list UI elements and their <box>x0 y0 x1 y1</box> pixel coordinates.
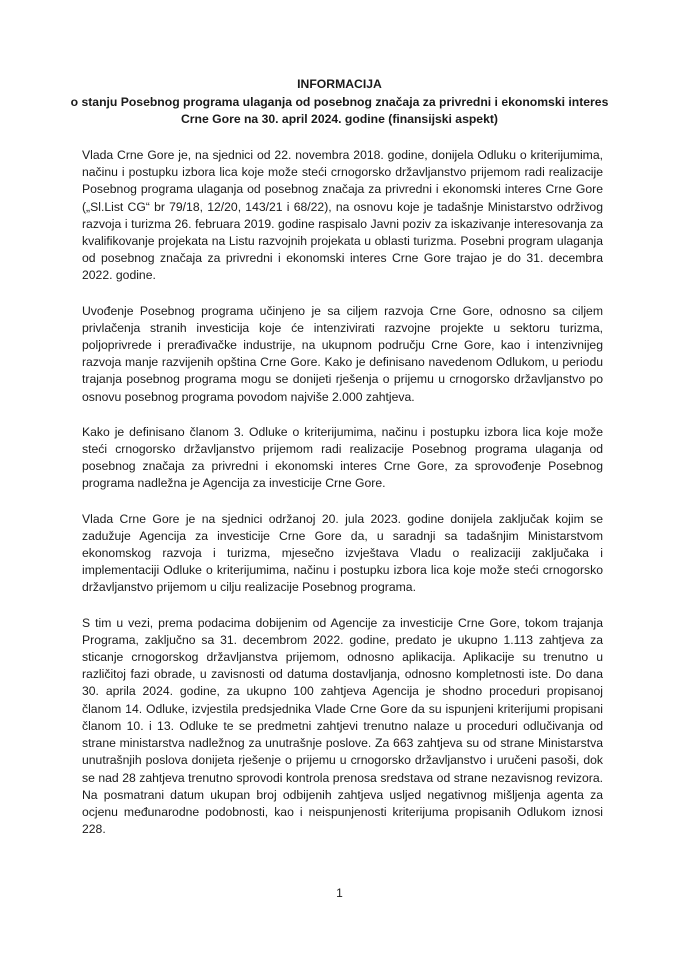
paragraph-5: S tim u vezi, prema podacima dobijenim od Agencije za investicije Crne Gore, tokom trajanja Programa, zaključno sa 31. decembrom 2022. godine, predato je ukupno 1.113 zahtjeva za sticanje crnogorskog državljanstva prijemom, odnosno aplikacija. Aplikacije su trenutno u različitoj fazi obrade, u zavisnosti od datuma dostavljanja, odnosno kompletnosti iste. Do dana 30. aprila 2024. godine, za ukupno 100 zahtjeva Agencija je shodno proceduri propisanoj članom 14. Odluke, izvjestila predsjednika Vlade Crne Gore da su ispunjeni kriterijumi propisani članom 10. i 13. Odluke te se predmetni zahtjevi trenutno nalaze u proceduri odlučivanja od strane ministarstva nadležnog za unutrašnje poslove. Za 663 zahtjeva su od strane Ministarstva unutrašnjih poslova donijeta rješenje o prijemu u crnogorsko državljanstvo i uručeni pasoši, dok se nad 28 zahtjeva trenutno sprovodi kontrola prenosa sredstava od strane nezavisnog revizora. Na posmatrani datum ukupan broj odbijenih zahtjeva usljed negativnog mišljenja agenta za ocjenu međunarodne podobnosti, kao i neispunjenosti kriterijuma propisanih Odlukom iznosi 228. <box>82 615 603 837</box>
page-number: 1 <box>336 886 343 900</box>
document-subtitle: o stanju Posebnog programa ulaganja od posebnog značaja za privredni i ekonomski interes Crne Gore na 30. april 2024. godine (finansijski aspekt) <box>70 95 609 126</box>
paragraph-4: Vlada Crne Gore je na sjednici održanoj 20. jula 2023. godine donijela zaključak kojim se zadužuje Agencija za investicije Crne Gore da, u saradnji sa tadašnjim Ministarstvom ekonomskog razvoja i turizma, mjesečno izvještava Vladu o realizaciji zaključaka i implementaciji Odluke o kriterijumima, načinu i postupku izbora lica koje može steći crnogorsko državljanstvo prijemom u cilju realizacije Posebnog programa. <box>82 511 603 595</box>
paragraph-3: Kako je definisano članom 3. Odluke o kriterijumima, načinu i postupku izbora lica koje može steći crnogorsko državljanstvo prijemom radi realizacije Posebnog programa ulaganja od posebnog značaja za privredni i ekonomski interes Crne Gore, za sprovođenje Posebnog programa nadležna je Agencija za investicije Crne Gore. <box>82 424 603 491</box>
document-title: INFORMACIJA <box>297 77 382 91</box>
document-body <box>82 147 603 856</box>
paragraph-2: Uvođenje Posebnog programa učinjeno je sa ciljem razvoja Crne Gore, odnosno sa ciljem privlačenja stranih investicija koje će intenzivirati razvojne projekte u sektoru turizma, poljoprivrede i prerađivačke industrije, na ukupnom području Crne Gore, kao i intenzivnijeg razvoja manje razvijenih opština Crne Gore. Kako je definisano navedenom Odlukom, u periodu trajanja posebnog programa mogu se donijeti rješenja o prijemu u crnogorsko državljanstvo po osnovu posebnog programa povodom najviše 2.000 zahtjeva. <box>82 303 603 404</box>
paragraph-1: Vlada Crne Gore je, na sjednici od 22. novembra 2018. godine, donijela Odluku o kriterijumima, načinu i postupku izbora lica koje može steći crnogorsko državljanstvo prijemom radi realizacije Posebnog programa ulaganja od posebnog značaja za privredni i ekonomski interes Crne Gore („Sl.List CG“ br 79/18, 12/20, 143/21 i 68/22), na osnovu koje je tadašnje Ministarstvo održivog razvoja i turizma 26. februara 2019. godine raspisalo Javni poziv za iskazivanje interesovanja za kvalifikovanje projekata na Listu razvojnih projekata u oblasti turizma. Posebni program ulaganja od posebnog značaja za privredni i ekonomski interes Crne Gore trajao je do 31. decembra 2022. godine. <box>82 148 603 283</box>
